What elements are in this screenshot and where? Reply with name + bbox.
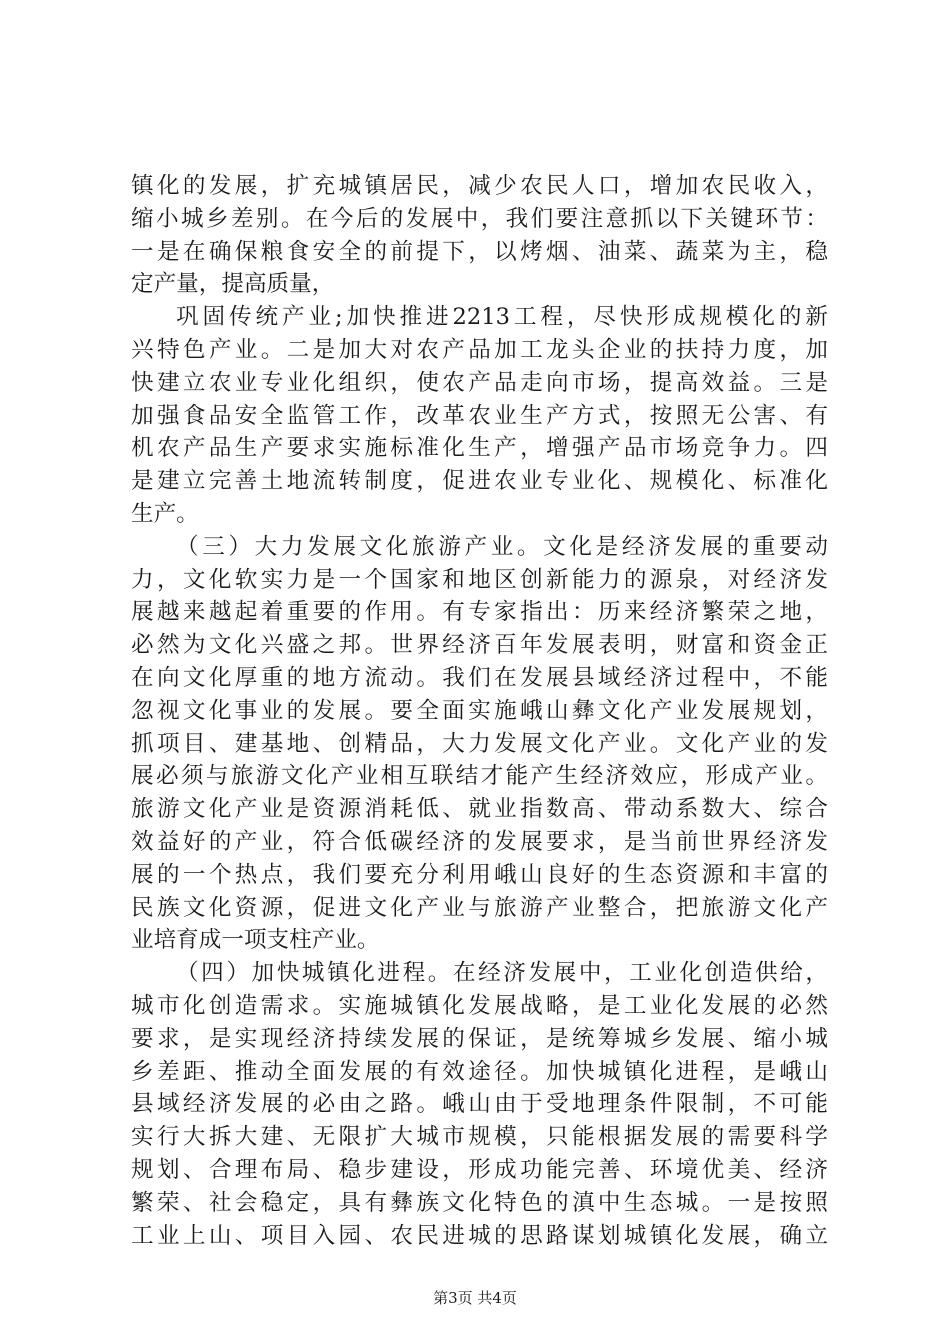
text-line: 巩固传统产业;加快推进2213工程，尽快形成规模化的新 (176, 304, 828, 331)
text-line: 力，文化软实力是一个国家和地区创新能力的源泉，对经济发 (131, 566, 828, 593)
page-footer: 第3页 共4页 (433, 1289, 517, 1307)
text-line: 乡差距、推动全面发展的有效途径。加快城镇化进程，是峨山 (131, 1058, 828, 1085)
text-line: 机农产品生产要求实施标准化生产，增强产品市场竞争力。四 (131, 435, 828, 462)
text-line: 是建立完善土地流转制度，促进农业专业化、规模化、标准化 (131, 468, 828, 495)
text-line: 繁荣、社会稳定，具有彝族文化特色的滇中生态城。一是按照 (131, 1189, 828, 1216)
text-line: 业培育成一项支柱产业。 (131, 927, 380, 954)
text-line: 忽视文化事业的发展。要全面实施峨山彝文化产业发展规划， (131, 697, 828, 724)
text-line: 实行大拆大建、无限扩大城市规模，只能根据发展的需要科学 (131, 1124, 828, 1151)
text-line: 加强食品安全监管工作，改革农业生产方式，按照无公害、有 (131, 402, 828, 429)
text-line: 必然为文化兴盛之邦。世界经济百年发展表明，财富和资金正 (131, 632, 828, 659)
text-line: （四）加快城镇化进程。在经济发展中，工业化创造供给， (176, 960, 828, 987)
text-line: 在向文化厚重的地方流动。我们在发展县域经济过程中，不能 (131, 664, 828, 691)
text-line: 镇化的发展，扩充城镇居民，减少农民人口，增加农民收入， (131, 173, 828, 199)
text-line: 旅游文化产业是资源消耗低、就业指数高、带动系数大、综合 (131, 796, 828, 823)
text-line: 工业上山、项目入园、农民进城的思路谋划城镇化发展，确立 (131, 1222, 828, 1249)
text-line: 民族文化资源，促进文化产业与旅游产业整合，把旅游文化产 (131, 894, 828, 921)
text-line: 县域经济发展的必由之路。峨山由于受地理条件限制，不可能 (131, 1091, 828, 1118)
document-body (131, 170, 828, 1252)
text-line: 抓项目、建基地、创精品，大力发展文化产业。文化产业的发 (131, 730, 828, 757)
text-line: 展必须与旅游文化产业相互联结才能产生经济效应，形成产业。 (131, 763, 828, 790)
text-line: 规划、合理布局、稳步建设，形成功能完善、环境优美、经济 (131, 1156, 828, 1183)
text-line: （三）大力发展文化旅游产业。文化是经济发展的重要动 (176, 533, 828, 560)
text-line: 要求，是实现经济持续发展的保证，是统筹城乡发展、缩小城 (131, 1025, 828, 1052)
text-line: 生产。 (131, 500, 199, 527)
text-line: 定产量，提高质量， (131, 271, 335, 298)
text-line: 一是在确保粮食安全的前提下，以烤烟、油菜、蔬菜为主，稳 (131, 238, 828, 265)
text-line: 城市化创造需求。实施城镇化发展战略，是工业化发展的必然 (131, 992, 828, 1019)
text-line: 展的一个热点，我们要充分利用峨山良好的生态资源和丰富的 (131, 861, 828, 888)
text-line: 兴特色产业。二是加大对农产品加工龙头企业的扶持力度，加 (131, 336, 828, 363)
text-line: 缩小城乡差别。在今后的发展中，我们要注意抓以下关键环节： (131, 205, 828, 232)
text-line: 快建立农业专业化组织，使农产品走向市场，提高效益。三是 (131, 369, 828, 396)
text-line: 效益好的产业，符合低碳经济的发展要求，是当前世界经济发 (131, 828, 828, 855)
text-line: 展越来越起着重要的作用。有专家指出：历来经济繁荣之地， (131, 599, 828, 626)
